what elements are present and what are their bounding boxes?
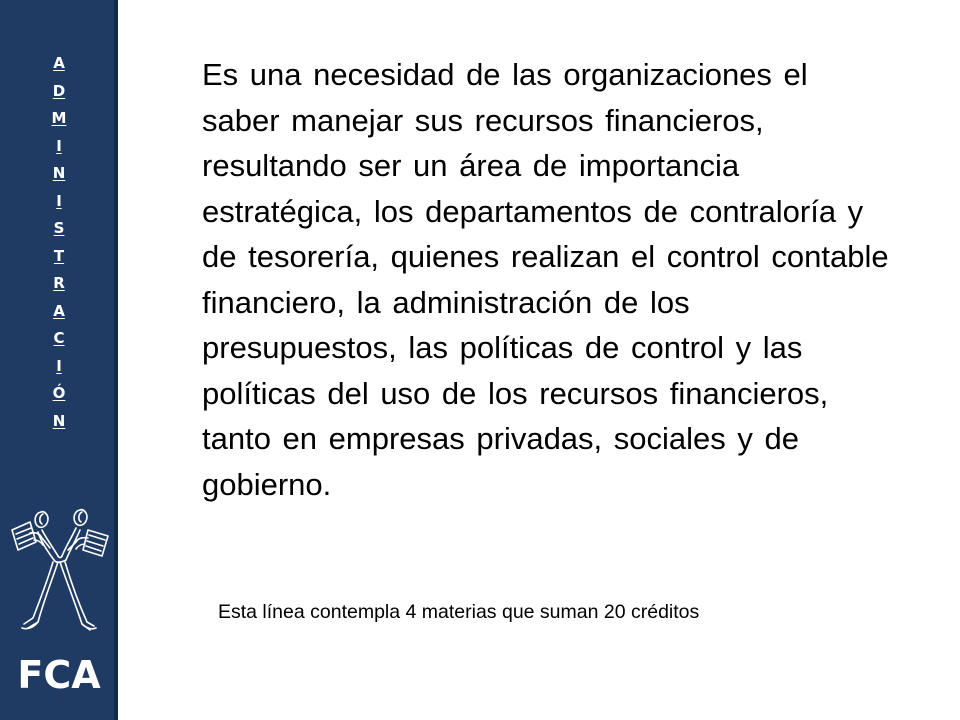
vertical-letter: I — [56, 191, 62, 210]
vertical-letter: C — [53, 329, 65, 347]
main-paragraph: Es una necesidad de las organizaciones el saber manejar sus recursos financieros, resultando ser un área de importancia estratégica, los departamentos de contraloría y de tesorería, quienes realizan el control contable financiero, la administración de los presupuestos, las políticas de control y las políticas del uso de los recursos financieros, tanto en empresas privadas, sociales y de gobierno. — [202, 57, 889, 502]
vertical-letter: I — [56, 356, 62, 375]
vertical-letter: N — [52, 411, 66, 430]
vertical-letter: I — [56, 136, 62, 155]
sidebar — [0, 0, 118, 720]
credits-note: Esta línea contempla 4 materias que suman 20 créditos — [218, 601, 700, 623]
vertical-letter: M — [51, 109, 67, 127]
fca-logo-text: FCA — [17, 653, 101, 697]
vertical-letter: A — [53, 54, 65, 72]
vertical-letter: A — [53, 301, 65, 320]
vertical-letter: N — [52, 164, 66, 182]
vertical-letter: Ó — [52, 384, 66, 402]
vertical-letter: T — [53, 246, 65, 265]
vertical-word-administracion — [0, 50, 118, 435]
two-figures-holding-books-icon — [8, 500, 112, 640]
vertical-letter: R — [53, 274, 65, 292]
vertical-letter: S — [53, 219, 65, 237]
vertical-letter: D — [52, 81, 66, 100]
